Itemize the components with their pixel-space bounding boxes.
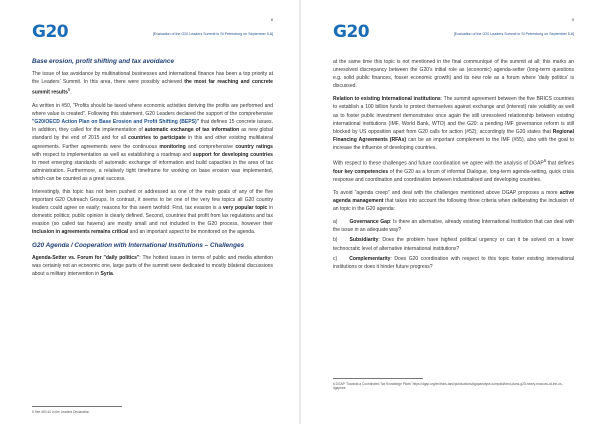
paragraph: Relation to existing International institutions: The summit agreement between the five BRICS countries to establish a 100 billion funds to protect themselves against exchange and (interest) rate volatility as well as to foster public investment demonstrates once again the still unresolved relationship between existing international institutions (IMF, World Bank, WTO) and the G20: a pending IMF governance reform is still blocked by US opposition apart from G20 calls for action (#52); accordingly the G20 states that Regional Financing Agreements (RFAs) can be an important complement to the IMF (#55), also with the goal to increase the influence of developing countries.	[333, 96, 574, 151]
paragraph: As written in #50, "Profits should be taxed where economic activities deriving the profits are performed and where value is created". Following this statement, G20 Leaders declared the support of the comprehensive "G20/OECD Action Plan on Base Erosion and Profit Shifting (BEPS)" that defines 15 concrete issues. In addition, they called for the implementation of automatic exchange of tax information as new global standard by the end of 2015 and for all countries to participate in this and other existing multilateral agreements. Further agreements were the continuous monitoring and comprehensive country ratings with respect to implementation as well as establishing a roadmap and support for developing countries to meet emerging standards of automatic exchange of information and build capacities in the area of tax administration. Furthermore, a relatively tight timeframe for working on base erosion was implemented, which can be counted as a great success.	[32, 103, 274, 182]
list-item: b) Subsidiarity: Does the problem have highest political urgency or can it be solved on a lower technocratic level of alternative international institutions?	[333, 237, 574, 252]
page-number: 8	[270, 17, 273, 22]
paragraph: To avoid "agenda creep" and deal with the challenges mentioned above DGAP proposes a more active agenda management that takes into account the following three criteria when deliberating the inclusion of an topic in the G20 agenda:	[333, 189, 574, 213]
running-head: [Evaluation of the G20 Leaders Summit in St Petersburg on September 5-6]	[152, 32, 273, 36]
footnote: 5 See #50-61 in the Leaders Declaration	[32, 410, 90, 414]
right-content	[333, 58, 574, 276]
paragraph: Interestingly, this topic has not been pushed or addressed as one of the main goals of any of the five important G20 Outreach Groups. In contrast, it seems to be one of the very few topics all G20 country leaders could agree on easily; reasons for this seem twofold: First, tax evasion is a very popular topic in domestic politics; public opinion is clearly defined. Second, countries that profit from lax regulations and tax evasion (so called tax havens) are mostly small and not included in the G20 process, however their inclusion in agreements remains critical and an important aspect to be monitored on the agenda.	[32, 188, 274, 236]
left-content	[32, 58, 273, 283]
paragraph: at the same time this topic is not mentioned in the final communiqué of the summit at all; this marks an unresolved discrepancy between the G20's initial role as (economic) agenda-setter (long-term questions e.g. solid public finances, fosser economic growth) and its new role as a forum where 'daily politics' is discussed.	[333, 59, 574, 90]
left-page	[0, 0, 299, 424]
right-page	[301, 0, 600, 424]
section-heading: G20 Agenda / Cooperation with International Institutions – Challenges	[32, 241, 245, 249]
running-head: [Evaluation of the G20 Leaders Summit in St Petersburg on September 5-6]	[453, 32, 574, 36]
footnote-rule	[32, 406, 122, 407]
g20-logo: G20	[32, 22, 69, 42]
list-item: c) Complementarity: Does G20 coordination with respect to this topic foster existing international institutions or does it hinder future progress?	[333, 255, 574, 270]
section-heading: Base erosion, profit shifting and tax avoidance	[32, 58, 175, 65]
footnote-rule	[333, 378, 423, 379]
footnote: 6 DGAP "Towards a Coordinated Tax Knowledge Pilots" https://dgap.org/en/think-tank/publications/dgapanalyse-kompakt/land-plans-g20-heavy-moscow-at-the-us-dgapbea	[333, 382, 563, 391]
paragraph: Agenda-Setter vs. Forum for "daily politics": The hottest issues in terms of public and media attention was certainly not an economic one, large parts of the summit were dedicated to mostly bilateral discussions about a military intervention in Syria.	[32, 254, 273, 277]
footnote-ref: 5	[67, 87, 71, 93]
page-number: 9	[571, 17, 574, 22]
paragraph: With respect to these challenges and future coordination we agree with the analysis of DGAP$^6$ that defines four key competencies of the G20 as a forum of informal Dialogue, long-term agenda-setting, quick crisis response and coordination and coordination between industrialised and developing countries.	[333, 158, 574, 183]
list-item: a) Governance Gap: Is there an alternative, already existing International Institution that can deal with the issue in an adequate way?	[333, 219, 574, 234]
g20-logo: G20	[333, 22, 370, 42]
footnote-ref: 6	[543, 158, 547, 164]
paragraph: The issue of tax avoidance by multinational businesses and international finance has been a top priority at the Leaders' Summit. In this area, there were possibly achieved the most far reaching and concrete summit results$^5$.	[32, 71, 273, 96]
